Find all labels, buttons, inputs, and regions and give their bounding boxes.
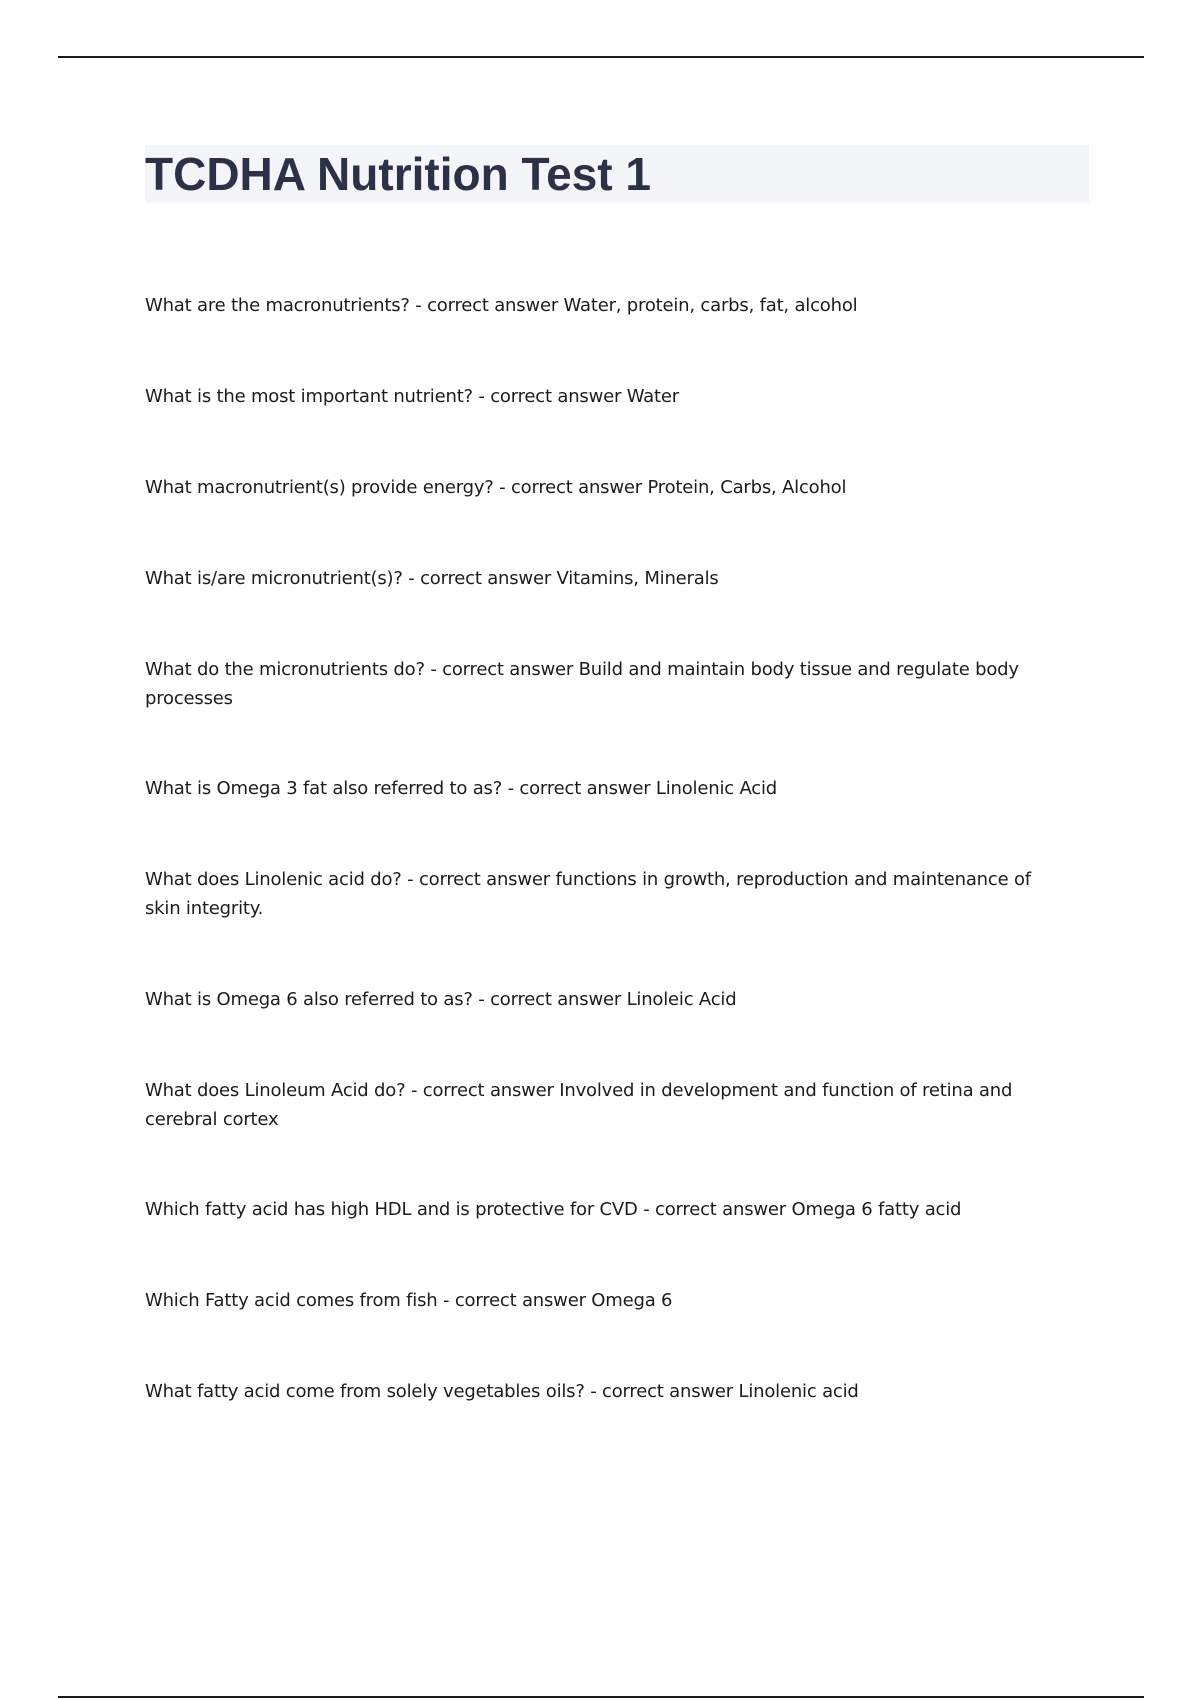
bottom-divider [58,1696,1144,1698]
qa-item: What is Omega 3 fat also referred to as? - correct answer Linolenic Acid [145,778,777,799]
qa-item: What is/are micronutrient(s)? - correct answer Vitamins, Minerals [145,568,719,589]
qa-item: What do the micronutrients do? - correct answer Build and maintain body tissue and regulate body processes [145,659,1019,709]
qa-item: What does Linoleum Acid do? - correct answer Involved in development and function of retina and cerebral cortex [145,1080,1013,1130]
qa-item: What does Linolenic acid do? - correct answer functions in growth, reproduction and maintenance of skin integrity. [145,869,1031,919]
qa-item: What are the macronutrients? - correct answer Water, protein, carbs, fat, alcohol [145,295,858,316]
document-title: TCDHA Nutrition Test 1 [145,148,651,200]
qa-item: What is Omega 6 also referred to as? - correct answer Linoleic Acid [145,989,737,1010]
qa-item: What fatty acid come from solely vegetables oils? - correct answer Linolenic acid [145,1381,859,1402]
qa-item: Which Fatty acid comes from fish - correct answer Omega 6 [145,1290,673,1311]
qa-item: What is the most important nutrient? - correct answer Water [145,386,679,407]
qa-item: What macronutrient(s) provide energy? - correct answer Protein, Carbs, Alcohol [145,477,847,498]
top-divider [58,56,1144,58]
qa-item: Which fatty acid has high HDL and is protective for CVD - correct answer Omega 6 fatty acid [145,1199,962,1220]
